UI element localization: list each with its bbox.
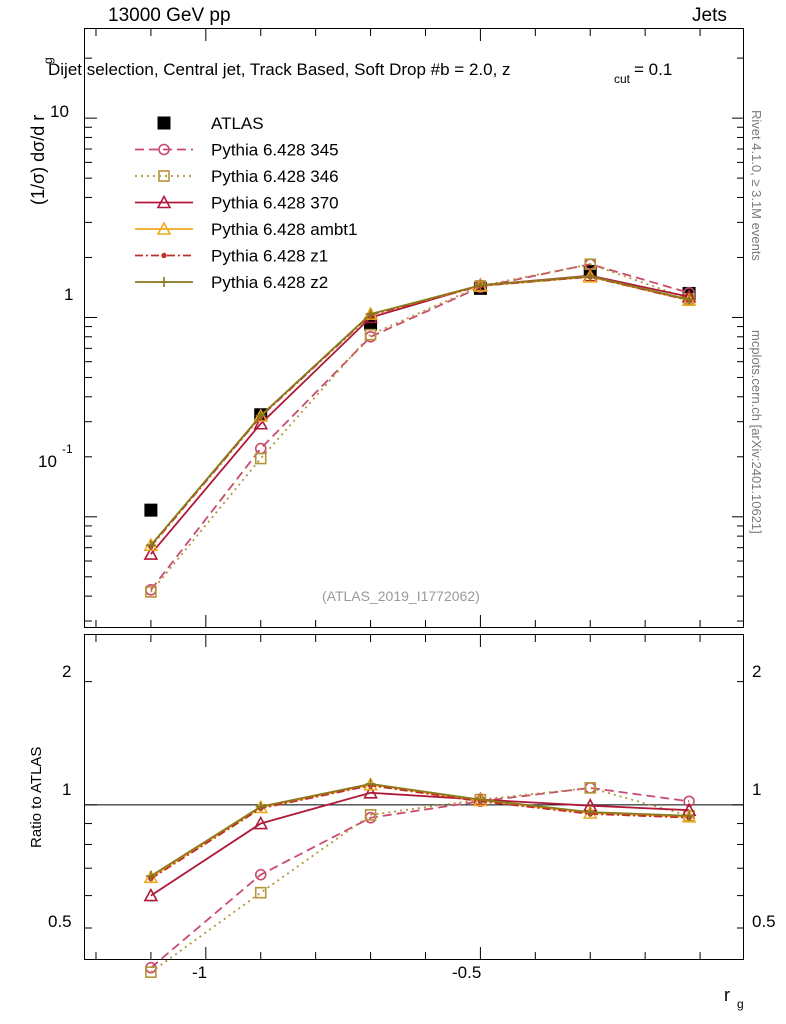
legend-label: Pythia 6.428 ambt1 — [211, 220, 358, 239]
ratio-y-axis-label: Ratio to ATLAS — [28, 746, 45, 848]
legend-label: ATLAS — [211, 114, 264, 133]
main-ytick-10e-exp: -1 — [62, 442, 73, 456]
ratio-ytick-1-right: 1 — [752, 780, 762, 799]
ratio-series-curves — [145, 779, 695, 977]
main-ytick-10e: 10 — [38, 452, 57, 471]
ratio-ytick-2-left: 2 — [62, 662, 72, 681]
dataset-watermark: (ATLAS_2019_I1772062) — [322, 588, 480, 604]
xtick--1: -1 — [192, 963, 208, 982]
legend-label: Pythia 6.428 345 — [211, 140, 339, 160]
main-ytick-10: 10 — [50, 102, 69, 121]
plot-title-tail: = 0.1 — [634, 60, 673, 79]
plot-title-subscript: cut — [614, 72, 631, 86]
x-axis-label-subscript: g — [737, 997, 744, 1011]
header-right: Jets — [692, 5, 727, 26]
main-ytick-1: 1 — [64, 285, 74, 304]
legend — [135, 114, 357, 292]
xtick--05: -0.5 — [452, 963, 482, 982]
main-y-axis-label-subscript: g — [41, 57, 55, 64]
mcplots-source-label: mcplots.cern.ch [arXiv:2401.10621] — [749, 330, 764, 534]
main-series-curves — [145, 259, 695, 597]
legend-label: Pythia 6.428 370 — [211, 193, 339, 213]
main-y-axis-label: (1/σ) dσ/d r — [28, 114, 48, 205]
legend-label: Pythia 6.428 346 — [211, 167, 339, 186]
ratio-ytick-2-right: 2 — [752, 662, 762, 681]
plot-title: Dijet selection, Central jet, Track Based, Soft Drop #b = 2.0, z — [48, 60, 511, 79]
ratio-axis-ticks — [85, 635, 744, 959]
ratio-ytick-1-left: 1 — [62, 780, 72, 799]
ratio-ytick-05-left: 0.5 — [48, 912, 72, 931]
ratio-ytick-05-right: 0.5 — [752, 912, 776, 931]
legend-label: Pythia 6.428 z2 — [211, 273, 329, 292]
header-left: 13000 GeV pp — [108, 5, 231, 26]
main-axis-ticks — [85, 29, 744, 627]
legend-label: Pythia 6.428 z1 — [211, 246, 329, 266]
x-axis-label: r — [724, 985, 730, 1005]
rivet-version-label: Rivet 4.1.0, ≥ 3.1M events — [749, 110, 764, 261]
